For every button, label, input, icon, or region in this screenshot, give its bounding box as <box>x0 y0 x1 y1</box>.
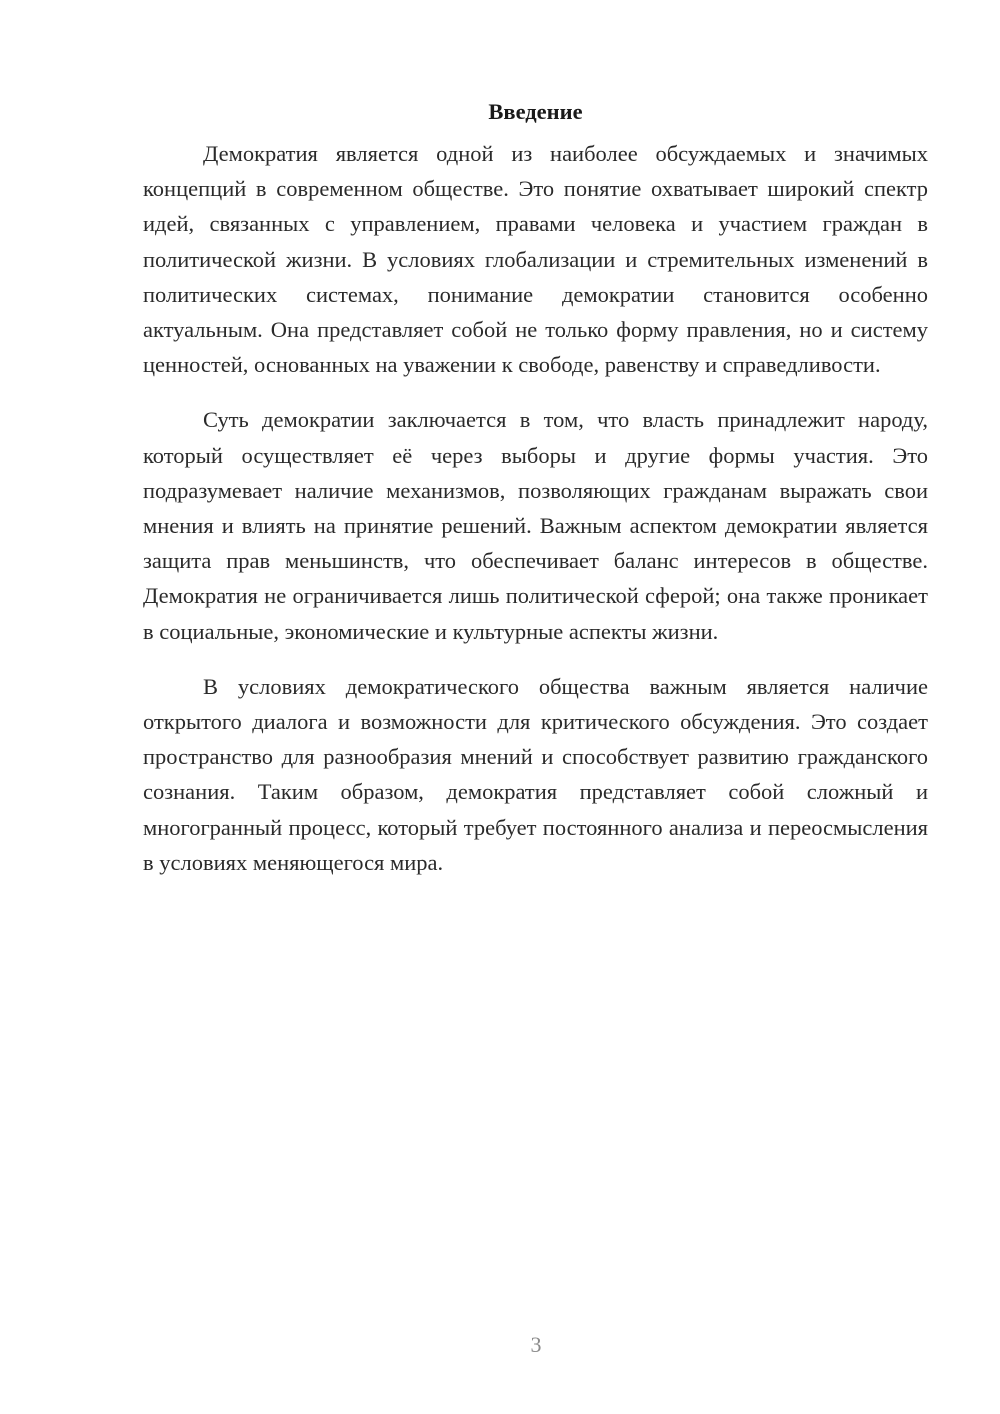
paragraph-3: В условиях демократического общества важным является наличие открытого диалога и возможности для критического обсуждения. Это создает пространство для разнообразия мнений и способствует развитию гражданского сознания. Таким образом, демократия представляет собой сложный и многогранный процесс, который требует постоянного анализа и переосмысления в условиях меняющегося мира. <box>143 673 928 875</box>
page-number: 3 <box>530 1332 542 1357</box>
paragraph-2: Суть демократии заключается в том, что власть принадлежит народу, который осуществляет её через выборы и другие формы участия. Это подразумевает наличие механизмов, позволяющих гражданам выражать свои мнения и влиять на принятие решений. Важным аспектом демократии является защита прав меньшинств, что обеспечивает баланс интересов в обществе. Демократия не ограничивается лишь политической сферой; она также проникает в социальные, экономические и культурные аспекты жизни. <box>143 407 928 644</box>
section-title: Введение <box>488 99 583 124</box>
document-body <box>143 96 928 900</box>
paragraph-1: Демократия является одной из наиболее обсуждаемых и значимых концепций в современном обществе. Это понятие охватывает широкий спектр идей, связанных с управлением, правами человека и участием граждан в политической жизни. В условиях глобализации и стремительных изменений в политических системах, понимание демократии становится особенно актуальным. Она представляет собой не только форму правления, но и систему ценностей, основанных на уважении к свободе, равенству и справедливости. <box>143 141 928 378</box>
